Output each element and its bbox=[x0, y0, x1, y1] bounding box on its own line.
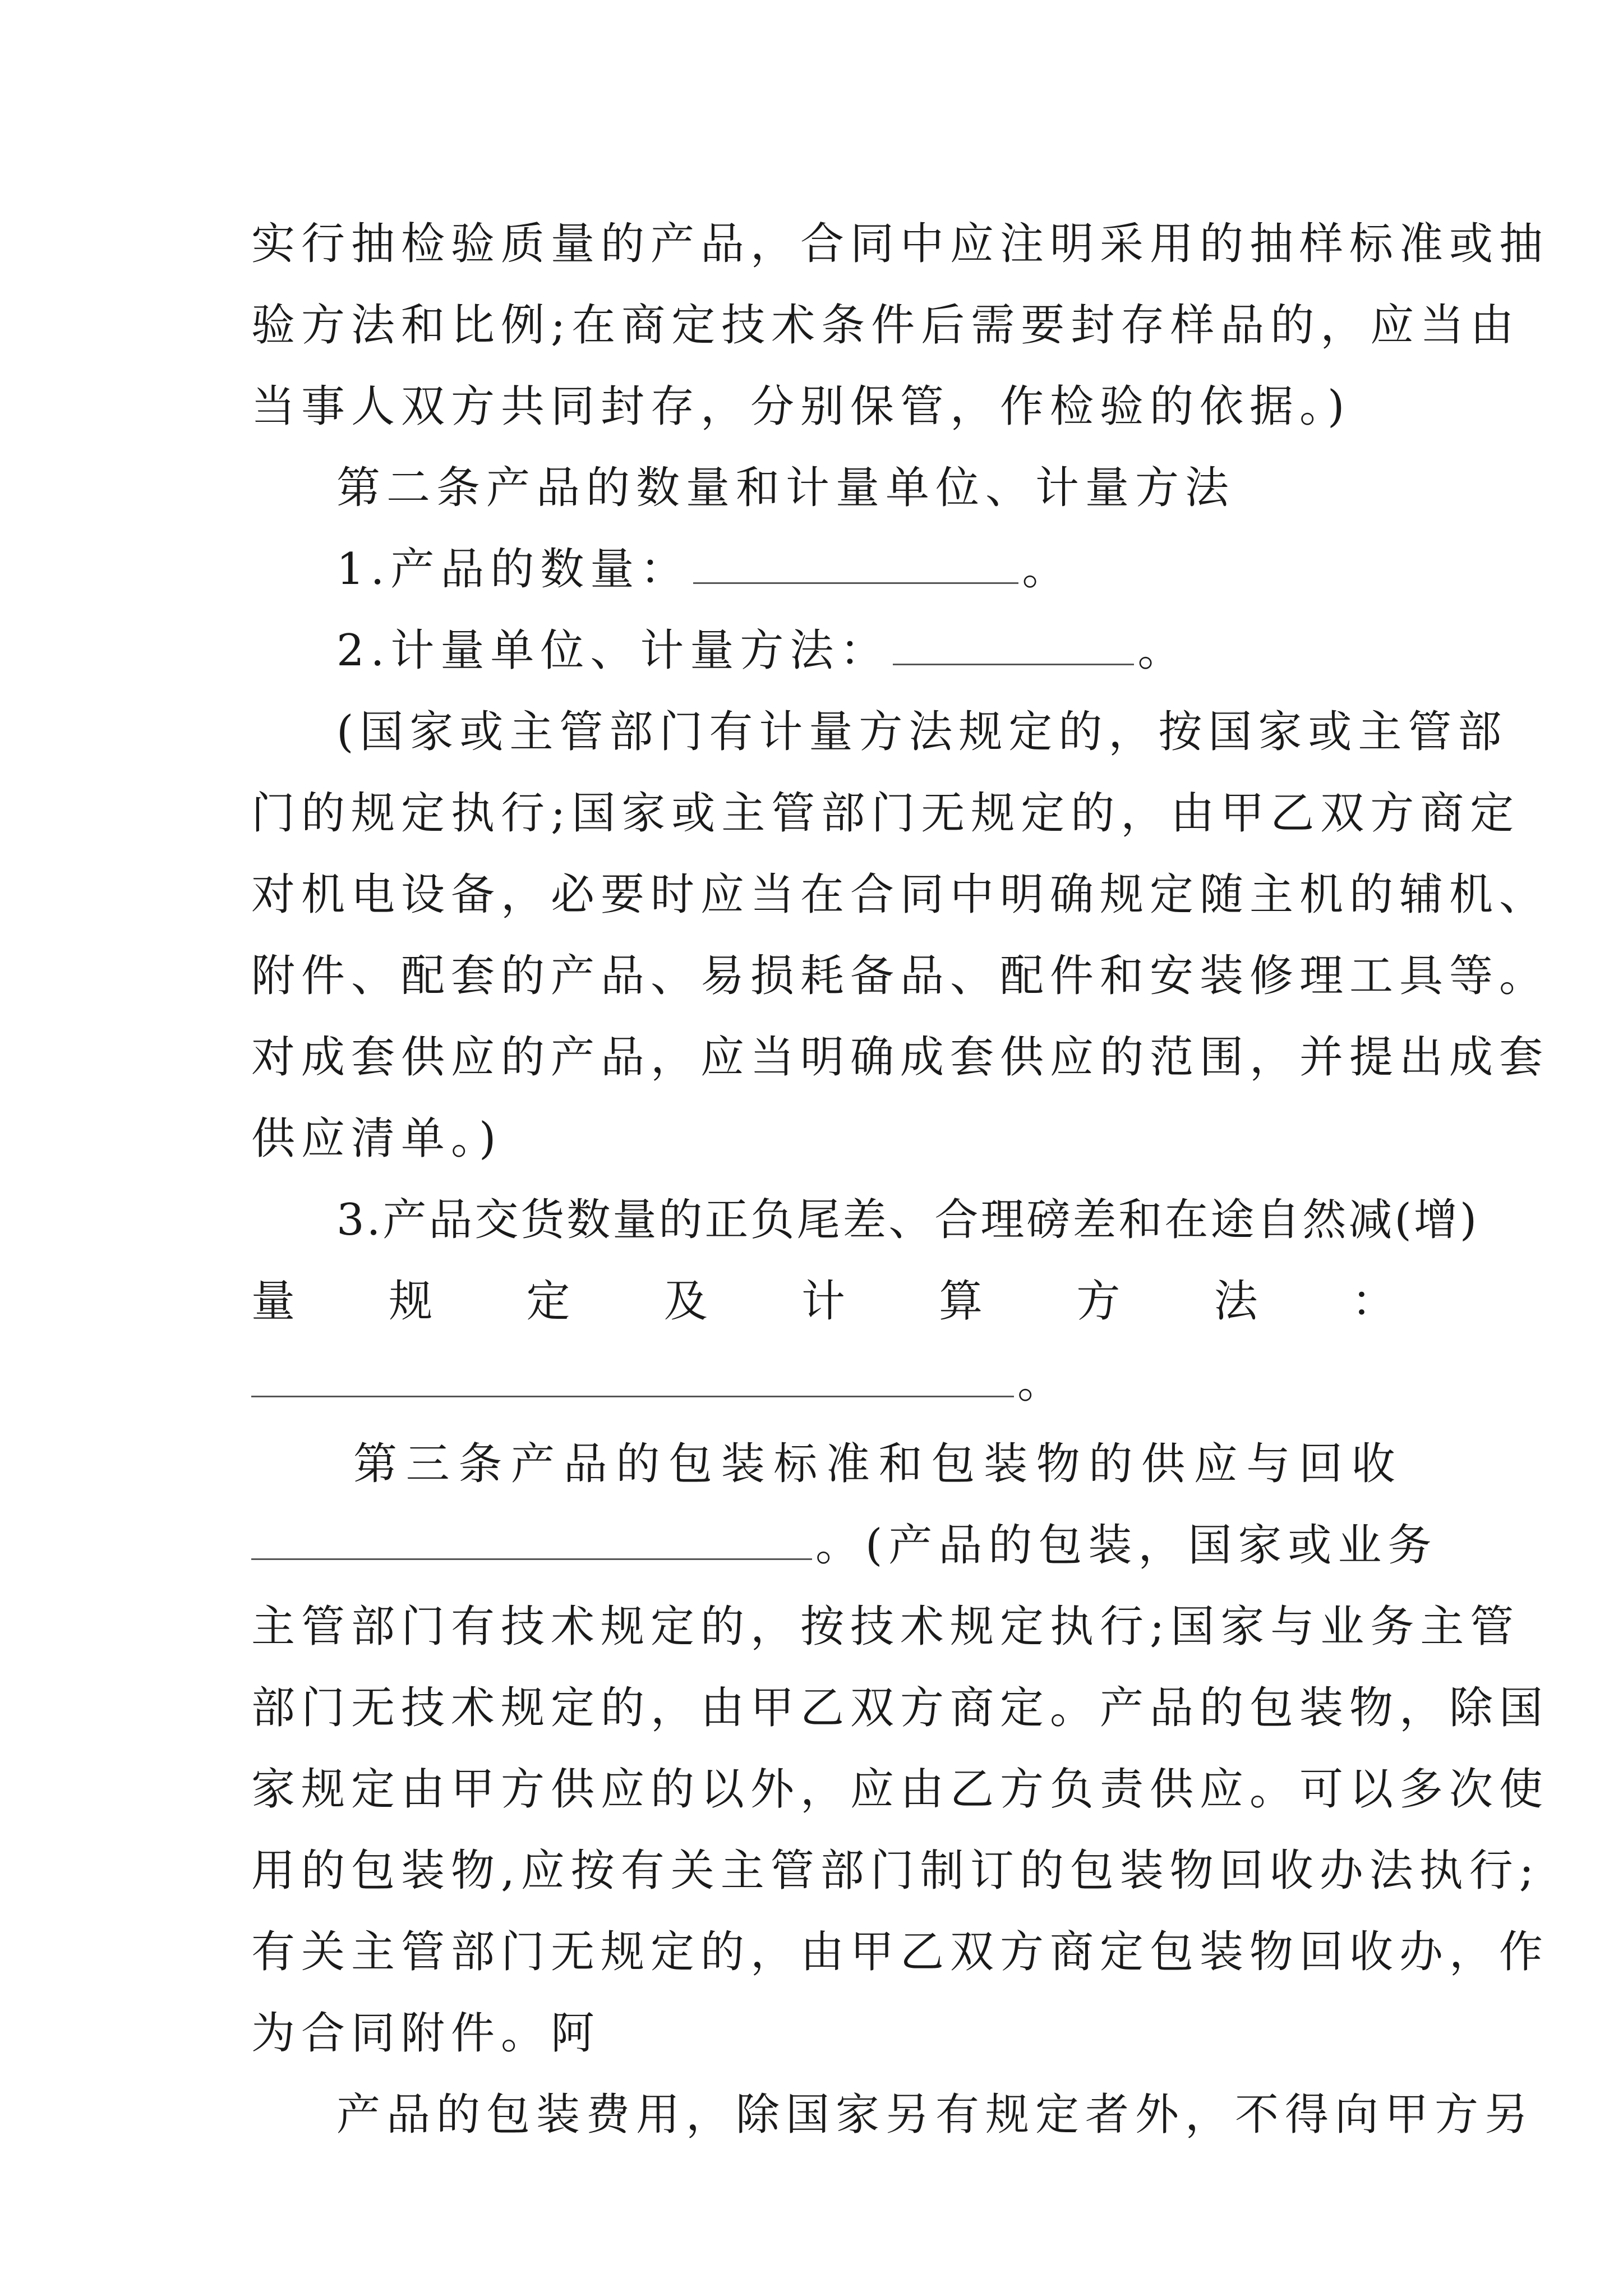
item-1-end: 。 bbox=[1022, 544, 1072, 595]
heading-char: 装 bbox=[721, 1439, 765, 1489]
heading-char: 回 bbox=[1299, 1439, 1343, 1489]
note-line: (国家或主管部门有计量方法规定的，按国家或主管部 bbox=[336, 707, 1508, 757]
note-line: 对成套供应的产品，应当明确成套供应的范围，并提出成套 bbox=[251, 1032, 1550, 1083]
item-3-end: 。 bbox=[1017, 1358, 1068, 1408]
heading-char: 的 bbox=[1089, 1439, 1133, 1489]
heading-char: 产 bbox=[511, 1439, 555, 1489]
heading-char: 与 bbox=[1246, 1439, 1290, 1489]
article-3-line-text: 。(产品的包装，国家或业务 bbox=[815, 1520, 1438, 1571]
item-3-justified-line bbox=[251, 1273, 1395, 1329]
article-3-line: 有关主管部门无规定的，由甲乙双方商定包装物回收办，作 bbox=[251, 1927, 1550, 1977]
note-line: 附件、配套的产品、易损耗备品、配件和安装修理工具等。 bbox=[251, 951, 1550, 1001]
article-3-last-line: 产品的包装费用，除国家另有规定者外，不得向甲方另 bbox=[336, 2090, 1535, 2140]
article-2-heading: 第二条产品的数量和计量单位、计量方法 bbox=[336, 463, 1235, 513]
paragraph-line: 实行抽检验质量的产品，合同中应注明采用的抽样标准或抽 bbox=[251, 219, 1550, 269]
article-3-line: 家规定由甲方供应的以外，应由乙方负责供应。可以多次使 bbox=[251, 1764, 1550, 1815]
article-3-line: 用的包装物,应按有关主管部门制订的包装物回收办法执行; bbox=[251, 1846, 1541, 1896]
article-3-line bbox=[251, 1517, 1438, 1573]
article-3-line: 为合同附件。阿 bbox=[251, 2008, 601, 2059]
item-2-label: 2.计量单位、计量方法： bbox=[336, 625, 890, 676]
justified-char: ： bbox=[1351, 1276, 1395, 1327]
article-3-line: 部门无技术规定的，由甲乙双方商定。产品的包装物，除国 bbox=[251, 1683, 1550, 1733]
item-1-label: 1.产品的数量： bbox=[336, 544, 690, 595]
note-line: 门的规定执行;国家或主管部门无规定的，由甲乙双方商定 bbox=[251, 788, 1520, 839]
heading-char: 标 bbox=[773, 1439, 818, 1489]
note-line: 对机电设备，必要时应当在合同中明确规定随主机的辅机、 bbox=[251, 869, 1550, 920]
article-3-heading bbox=[353, 1436, 1395, 1492]
article-2-item-1 bbox=[336, 541, 1395, 597]
packaging-standard-blank bbox=[251, 1519, 812, 1560]
heading-char: 装 bbox=[984, 1439, 1028, 1489]
article-3-line: 主管部门有技术规定的，按技术规定执行;国家与业务主管 bbox=[251, 1602, 1520, 1652]
justified-char: 规 bbox=[389, 1276, 433, 1327]
heading-char: 包 bbox=[668, 1439, 713, 1489]
article-2-item-2 bbox=[336, 623, 1395, 679]
heading-char: 准 bbox=[826, 1439, 870, 1489]
tolerance-blank bbox=[251, 1356, 1014, 1397]
heading-char: 品 bbox=[563, 1439, 607, 1489]
justified-char: 定 bbox=[526, 1276, 570, 1327]
paragraph-line: 当事人双方共同封存，分别保管，作检验的依据。) bbox=[251, 381, 1351, 432]
justified-char: 及 bbox=[663, 1276, 708, 1327]
heading-char: 物 bbox=[1036, 1439, 1080, 1489]
heading-char: 包 bbox=[931, 1439, 975, 1489]
heading-char: 的 bbox=[616, 1439, 660, 1489]
heading-char: 条 bbox=[458, 1439, 502, 1489]
justified-char: 法 bbox=[1214, 1276, 1258, 1327]
heading-char: 供 bbox=[1141, 1439, 1186, 1489]
heading-char: 第 bbox=[353, 1439, 398, 1489]
note-line: 供应清单。) bbox=[251, 1114, 502, 1164]
justified-char: 算 bbox=[939, 1276, 983, 1327]
heading-char: 收 bbox=[1351, 1439, 1395, 1489]
heading-char: 三 bbox=[405, 1439, 450, 1489]
paragraph-line: 验方法和比例;在商定技术条件后需要封存样品的，应当由 bbox=[251, 300, 1520, 351]
quantity-blank bbox=[693, 543, 1018, 584]
item-2-end: 。 bbox=[1137, 625, 1188, 676]
unit-method-blank bbox=[893, 624, 1134, 665]
justified-char: 量 bbox=[251, 1276, 296, 1327]
heading-char: 和 bbox=[878, 1439, 923, 1489]
justified-char: 计 bbox=[801, 1276, 845, 1327]
justified-char: 方 bbox=[1076, 1276, 1121, 1327]
article-2-item-3: 3.产品交货数量的正负尾差、合理磅差和在途自然减(增) bbox=[336, 1195, 1479, 1245]
heading-char: 应 bbox=[1193, 1439, 1238, 1489]
item-3-blank-line bbox=[251, 1355, 1395, 1411]
